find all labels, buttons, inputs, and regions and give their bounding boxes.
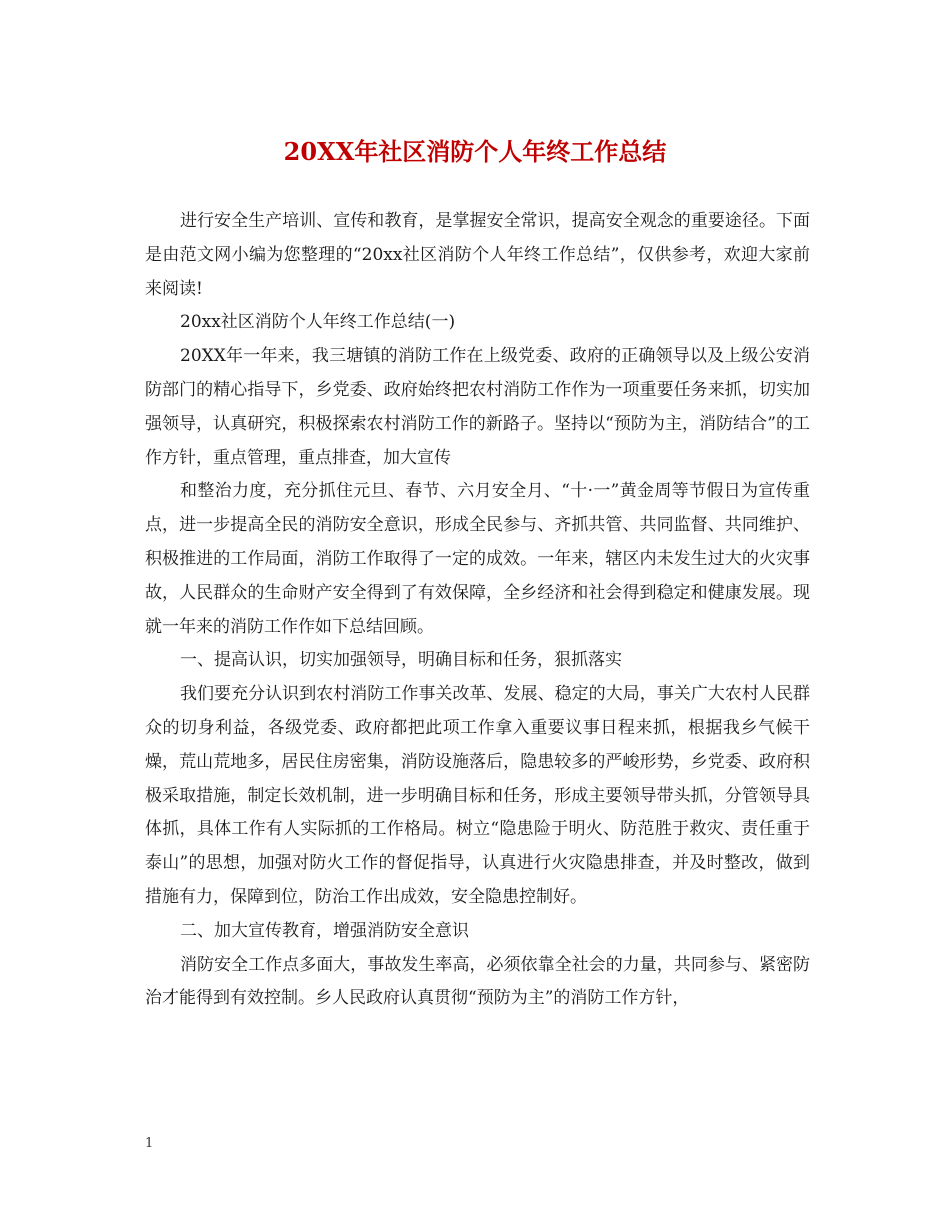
body-paragraph: 和整治力度，充分抓住元旦、春节、六月安全月、“十·一”黄金周等节假日为宣传重点，进一步提高全民的消防安全意识，形成全民参与、齐抓共管、共同监督、共同维护、积极推进的工作局面，消防工作取得了一定的成效。一年来，辖区内未发生过大的火灾事故，人民群众的生命财产安全得到了有效保障，全乡经济和社会得到稳定和健康发展。现就一年来的消防工作作如下总结回顾。 [145, 481, 810, 637]
body-paragraph: 消防安全工作点多面大，事故发生率高，必须依靠全社会的力量，共同参与、紧密防治才能得到有效控制。乡人民政府认真贯彻“预防为主”的消防工作方针， [145, 954, 810, 1009]
document-body [145, 205, 810, 1016]
subsection-heading: 二、加大宣传教育，增强消防安全意识 [180, 920, 469, 941]
page-number: 1 [145, 1136, 154, 1151]
section-heading-part-one: 20xx社区消防个人年终工作总结(一) [180, 312, 456, 333]
body-paragraph: 我们要充分认识到农村消防工作事关改革、发展、稳定的大局，事关广大农村人民群众的切身利益，各级党委、政府都把此项工作拿入重要议事日程来抓，根据我乡气候干燥，荒山荒地多，居民住房密集，消防设施落后，隐患较多的严峻形势，乡党委、政府积极采取措施，制定长效机制，进一步明确目标和任务，形成主要领导带头抓，分管领导具体抓，具体工作有人实际抓的工作格局。树立“隐患险于明火、防范胜于救灾、责任重于泰山”的思想，加强对防火工作的督促指导，认真进行火灾隐患排查，并及时整改，做到措施有力，保障到位，防治工作出成效，安全隐患控制好。 [145, 684, 810, 907]
body-paragraph: 20XX年一年来，我三塘镇的消防工作在上级党委、政府的正确领导以及上级公安消防部门的精心指导下，乡党委、政府始终把农村消防工作作为一项重要任务来抓，切实加强领导，认真研究，积极探索农村消防工作的新路子。坚持以“预防为主，消防结合”的工作方针，重点管理，重点排查，加大宣传 [145, 346, 810, 468]
subsection-heading: 一、提高认识，切实加强领导，明确目标和任务，狠抓落实 [180, 650, 622, 671]
document-title: 20XX年社区消防个人年终工作总结 [283, 137, 667, 166]
intro-paragraph: 进行安全生产培训、宣传和教育，是掌握安全常识，提高安全观念的重要途径。下面是由范文网小编为您整理的“20xx社区消防个人年终工作总结”，仅供参考，欢迎大家前来阅读! [145, 211, 810, 299]
